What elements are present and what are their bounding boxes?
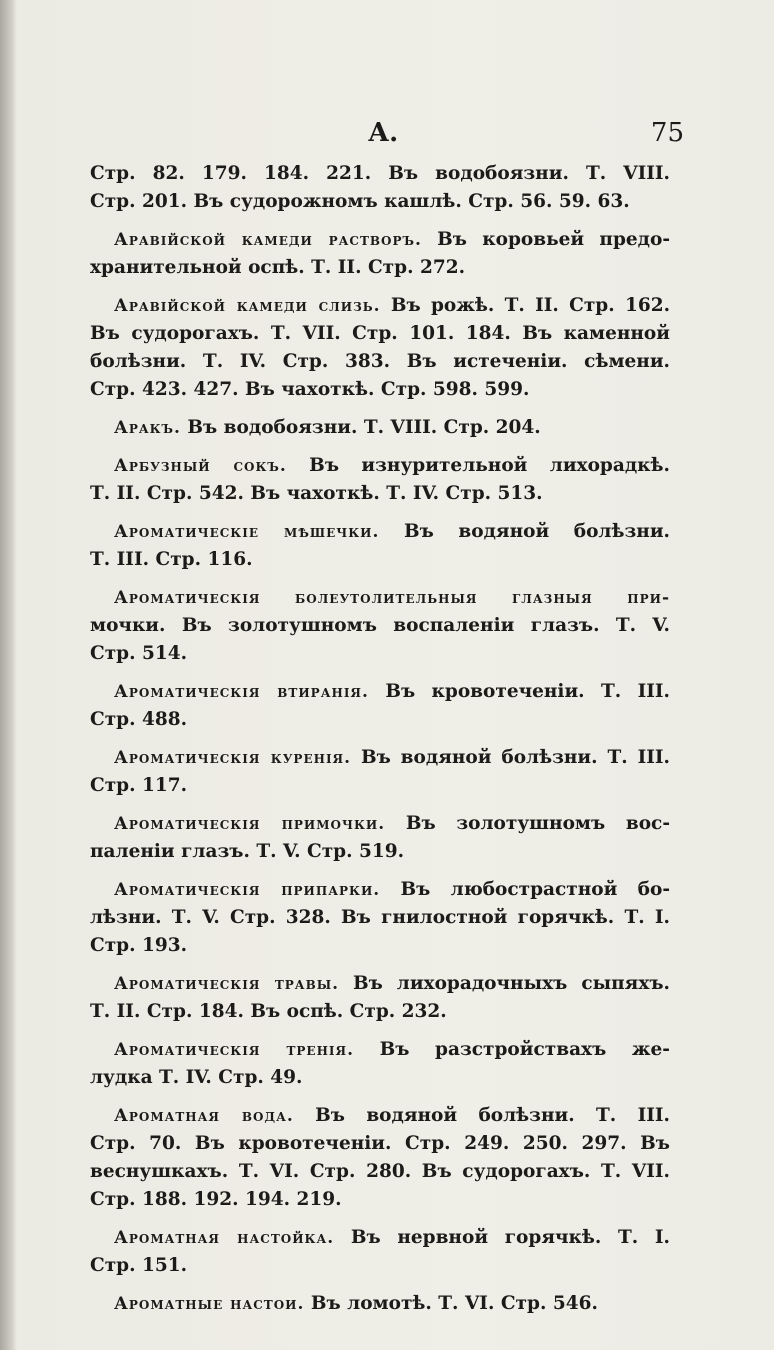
- index-entry: [90, 226, 670, 282]
- entry-reference: Въ водяной болѣзни. Т. III.: [351, 747, 670, 768]
- index-entry: [90, 1224, 670, 1280]
- entry-continuation-line: лудка Т. IV. Стр. 49.: [90, 1067, 303, 1088]
- index-entry: [90, 1102, 670, 1214]
- entry-reference: Въ лихорадочныхъ сыпяхъ.: [339, 973, 671, 994]
- index-entry: [90, 518, 670, 574]
- page-number: 75: [650, 118, 684, 148]
- entry-first-line: [90, 1290, 670, 1318]
- entry-headword: Арбузный сокъ.: [114, 456, 287, 476]
- entry-headword: Аракъ.: [114, 418, 181, 438]
- entry-headword: Ароматическія куренія.: [114, 748, 352, 768]
- entry-headword: Аравійской камеди слизь.: [114, 296, 381, 316]
- index-entry: [90, 1290, 670, 1318]
- entry-headword: Ароматные настои.: [114, 1294, 305, 1314]
- entry-continuation-line: Стр. 70. Въ кровотеченіи. Стр. 249. 250. 297. Въ: [90, 1133, 670, 1154]
- entry-continuation-line: лѣзни. Т. V. Стр. 328. Въ гнилостной горячкѣ. Т. I.: [90, 907, 670, 928]
- entry-reference: Въ ломотѣ. Т. VI. Стр. 546.: [304, 1293, 598, 1314]
- entry-continuation-line: Стр. 117.: [90, 775, 188, 796]
- entry-first-line: [90, 1224, 670, 1252]
- entry-continuation-line: Стр. 488.: [90, 709, 188, 730]
- entry-reference: Въ коровьей предо-: [421, 229, 670, 250]
- index-entry: [90, 810, 670, 866]
- entry-first-line: [90, 970, 670, 998]
- entry-continuation-line: веснушкахъ. Т. VI. Стр. 280. Въ судорогахъ. Т. VII.: [90, 1161, 670, 1182]
- entry-continuation-line: Стр. 514.: [90, 643, 188, 664]
- entry-first-line: [90, 1102, 670, 1130]
- entry-continuation-line: паленіи глазъ. Т. V. Стр. 519.: [90, 841, 405, 862]
- entry-headword: Ароматная настойка.: [114, 1228, 335, 1248]
- entry-headword: Ароматическія тренія.: [114, 1040, 355, 1060]
- entry-headword: Ароматическія болеутолительныя глазныя при-: [114, 588, 670, 608]
- entry-first-line: [90, 518, 670, 546]
- entry-continuation-line: Въ судорогахъ. Т. VII. Стр. 101. 184. Въ каменной: [90, 323, 670, 344]
- index-entry: [90, 584, 670, 668]
- index-text: [90, 160, 670, 1318]
- entry-continuation-line: Т. II. Стр. 184. Въ оспѣ. Стр. 232.: [90, 1001, 447, 1022]
- entry-continuation-line: Стр. 193.: [90, 935, 188, 956]
- entry-reference: Въ изнурительной лихорадкѣ.: [286, 455, 670, 476]
- entry-continuation-line: Т. III. Стр. 116.: [90, 549, 253, 570]
- entry-headword: Аравійской камеди растворъ.: [114, 230, 422, 250]
- section-letter: А.: [368, 118, 399, 148]
- entry-continuation-line: хранительной оспѣ. Т. II. Стр. 272.: [90, 257, 466, 278]
- entry-first-line: [90, 292, 670, 320]
- index-entry: [90, 678, 670, 734]
- entry-first-line: [90, 678, 670, 706]
- entry-headword: Ароматическіе мѣшечки.: [114, 522, 380, 542]
- entry-first-line: [90, 876, 670, 904]
- entry-continuation-line: Стр. 188. 192. 194. 219.: [90, 1189, 342, 1210]
- index-entry: [90, 744, 670, 800]
- entry-reference: Въ разстройствахъ же-: [354, 1039, 670, 1060]
- entry-headword: Ароматическія втиранія.: [114, 682, 369, 702]
- entry-reference: Въ нервной горячкѣ. Т. I.: [334, 1227, 670, 1248]
- entry-first-line: [90, 744, 670, 772]
- entry-continuation-line: мочки. Въ золотушномъ воспаленіи глазъ. Т. V.: [90, 615, 670, 636]
- index-entry: [90, 876, 670, 960]
- entry-reference: Въ золотушномъ вос-: [385, 813, 670, 834]
- entry-continuation-line: Стр. 151.: [90, 1255, 188, 1276]
- page-header: [90, 118, 684, 154]
- index-entry: [90, 292, 670, 404]
- entry-reference: Въ кровотеченіи. Т. III.: [368, 681, 670, 702]
- index-entry: [90, 452, 670, 508]
- index-entry: [90, 414, 670, 442]
- continuation-line: Стр. 201. Въ судорожномъ кашлѣ. Стр. 56. 59. 63.: [90, 191, 630, 212]
- entry-first-line: [90, 810, 670, 838]
- entry-first-line: [90, 226, 670, 254]
- index-entry: [90, 1036, 670, 1092]
- entry-first-line: [90, 584, 670, 612]
- entry-reference: Въ рожѣ. Т. II. Стр. 162.: [380, 295, 671, 316]
- entry-headword: Ароматная вода.: [114, 1106, 294, 1126]
- entry-headword: Ароматическія припарки.: [114, 880, 381, 900]
- entry-reference: Въ водобоязни. Т. VIII. Стр. 204.: [180, 417, 541, 438]
- entry-reference: Въ водяной болѣзни.: [379, 521, 670, 542]
- entry-first-line: [90, 1036, 670, 1064]
- index-entry: [90, 970, 670, 1026]
- entry-continuation-line: болѣзни. Т. IV. Стр. 383. Въ истеченіи. сѣмени.: [90, 351, 670, 372]
- entry-continuation-line: Стр. 423. 427. Въ чахоткѣ. Стр. 598. 599.: [90, 379, 530, 400]
- entry-first-line: [90, 414, 670, 442]
- entry-reference: Въ любострастной бо-: [380, 879, 670, 900]
- entry-reference: Въ водяной болѣзни. Т. III.: [293, 1105, 670, 1126]
- entry-continuation-line: Т. II. Стр. 542. Въ чахоткѣ. Т. IV. Стр. 513.: [90, 483, 543, 504]
- entry-headword: Ароматическія травы.: [114, 974, 340, 994]
- entry-headword: Ароматическія примочки.: [114, 814, 386, 834]
- continuation-line: Стр. 82. 179. 184. 221. Въ водобоязни. Т. VIII.: [90, 163, 670, 184]
- entry-first-line: [90, 452, 670, 480]
- book-spine-shadow: [0, 0, 16, 1350]
